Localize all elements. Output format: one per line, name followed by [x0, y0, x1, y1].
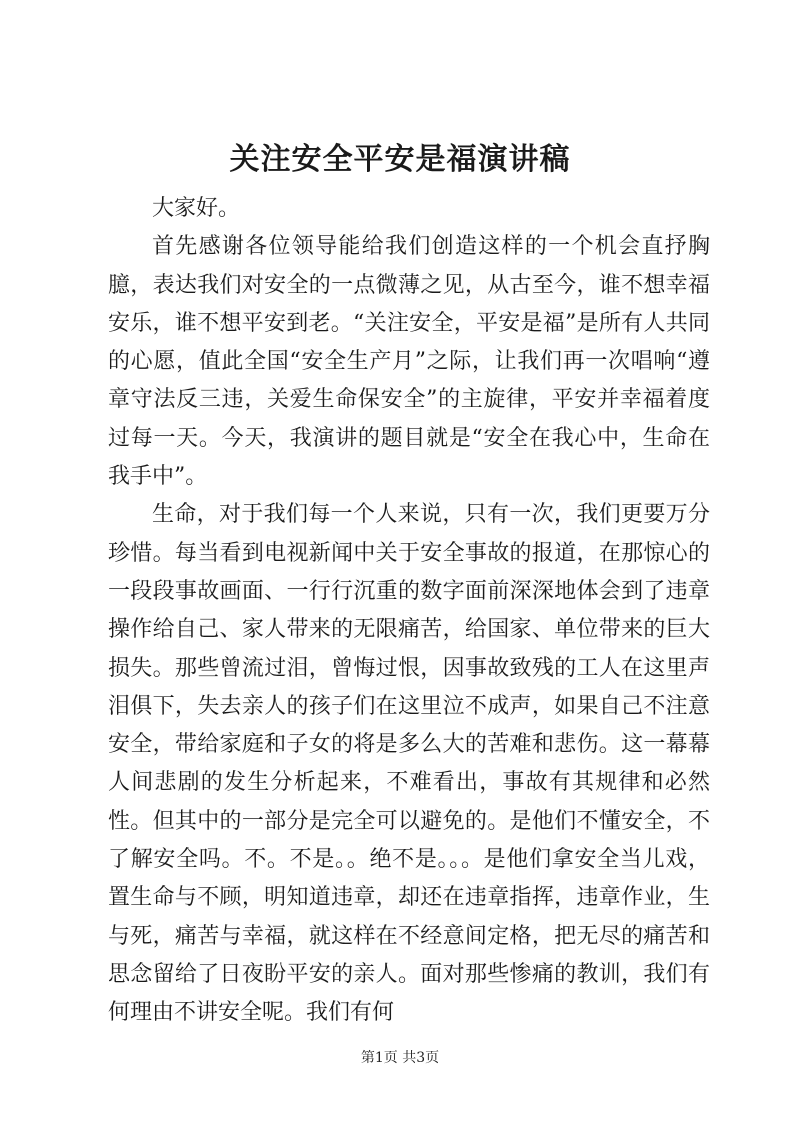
page-number-footer: 第1页 共3页: [360, 1050, 440, 1066]
life-paragraph: 生命，对于我们每一个人来说，只有一次，我们更要万分珍惜。每当看到电视新闻中关于安全事故的报道，在那惊心的一段段事故画面、一行行沉重的数字面前深深地体会到了违章操作给自己、家人带来的无限痛苦，给国家、单位带来的巨大损失。那些曾流过泪，曾悔过恨，因事故致残的工人在这里声泪俱下，失去亲人的孩子们在这里泣不成声，如果自己不注意安全，带给家庭和子女的将是多么大的苦难和悲伤。这一幕幕人间悲剧的发生分析起来，不难看出，事故有其规律和必然性。但其中的一部分是完全可以避免的。是他们不懂安全，不了解安全吗。不。不是。。绝不是。。。是他们拿安全当儿戏，置生命与不顾，明知道违章，却还在违章指挥，违章作业，生与死，痛苦与幸福，就这样在不经意间定格，把无尽的痛苦和思念留给了日夜盼平安的亲人。面对那些惨痛的教训，我们有何理由不讲安全呢。我们有何: [108, 502, 710, 1026]
intro-paragraph: 首先感谢各位领导能给我们创造这样的一个机会直抒胸臆，表达我们对安全的一点微薄之见，从古至今，谁不想幸福安乐，谁不想平安到老。“关注安全，平安是福”是所有人共同的心愿，值此全国“安全生产月”之际，让我们再一次唱响“遵章守法反三违，关爱生命保安全”的主旋律，平安并幸福着度过每一天。今天，我演讲的题目就是“安全在我心中，生命在我手中”。: [108, 234, 710, 490]
greeting-paragraph: 大家好。: [152, 196, 241, 221]
document-body: [108, 190, 710, 1033]
document-title: 关注安全平安是福演讲稿: [229, 142, 571, 177]
